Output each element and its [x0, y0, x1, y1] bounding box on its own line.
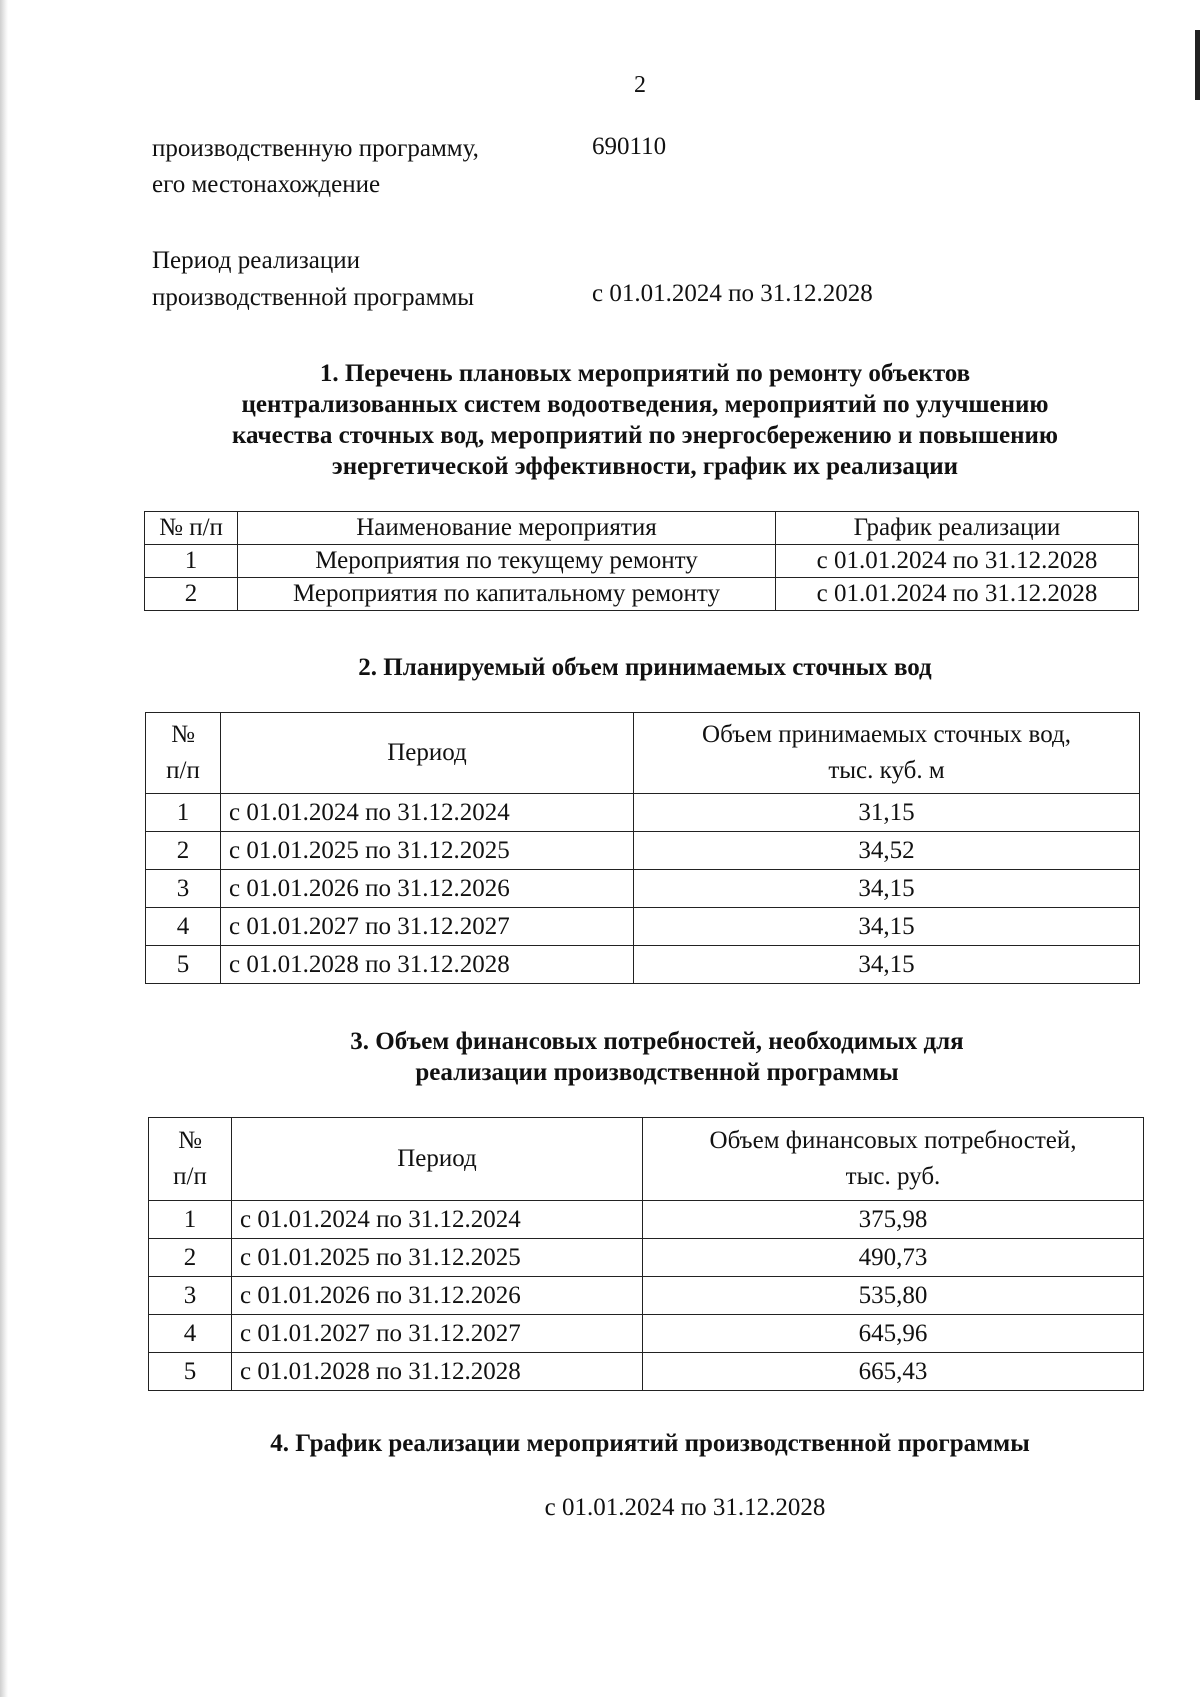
table-row — [149, 1353, 1144, 1391]
wastewater-volume-table — [145, 712, 1140, 984]
row-period: с 01.01.2024 по 31.12.2024 — [221, 794, 634, 832]
header-num — [146, 713, 221, 794]
section3-title — [162, 1026, 1152, 1088]
row-num: 5 — [149, 1353, 232, 1391]
table-row — [149, 1201, 1144, 1239]
row-period: с 01.01.2026 по 31.12.2026 — [221, 870, 634, 908]
table-row — [146, 946, 1140, 984]
header-period: Период — [232, 1118, 643, 1201]
header-num — [149, 1118, 232, 1201]
table-row — [149, 1239, 1144, 1277]
section2-title: 2. Планируемый объем принимаемых сточных вод — [358, 654, 932, 681]
period-value: с 01.01.2024 по 31.12.2028 — [592, 280, 873, 307]
row-volume: 34,52 — [634, 832, 1140, 870]
row-num: 2 — [149, 1239, 232, 1277]
row-volume: 34,15 — [634, 870, 1140, 908]
header-num-line2: п/п — [166, 757, 200, 784]
row-volume: 31,15 — [634, 794, 1140, 832]
info-label-line2: его местонахождение — [152, 171, 381, 198]
table-row — [146, 870, 1140, 908]
row-period: с 01.01.2025 по 31.12.2025 — [221, 832, 634, 870]
row-volume: 34,15 — [634, 946, 1140, 984]
section3-title-line: 3. Объем финансовых потребностей, необходимых для — [350, 1028, 964, 1055]
row-num: 4 — [146, 908, 221, 946]
row-num: 1 — [149, 1201, 232, 1239]
page-number: 2 — [634, 72, 646, 98]
row-period: с 01.01.2025 по 31.12.2025 — [232, 1239, 643, 1277]
info-label-line1: производственную программу, — [152, 135, 479, 162]
row-num: 2 — [145, 578, 238, 611]
row-num: 5 — [146, 946, 221, 984]
table-header-row — [149, 1118, 1144, 1201]
table-row — [146, 832, 1140, 870]
section1-title-line: централизованных систем водоотведения, мероприятий по улучшению — [241, 391, 1049, 418]
scan-edge-shadow — [0, 0, 8, 1697]
header-volume-line1: Объем принимаемых сточных вод, — [702, 721, 1071, 748]
table-row — [146, 908, 1140, 946]
section1-title-line: энергетической эффективности, график их реализации — [331, 453, 959, 480]
row-financial: 375,98 — [643, 1201, 1144, 1239]
period-label-line1: Период реализации — [152, 247, 360, 274]
info-value: 690110 — [592, 133, 667, 160]
row-financial: 490,73 — [643, 1239, 1144, 1277]
row-volume: 34,15 — [634, 908, 1140, 946]
row-num: 1 — [146, 794, 221, 832]
section4-title: 4. График реализации мероприятий производственной программы — [270, 1430, 1030, 1457]
row-period: с 01.01.2028 по 31.12.2028 — [232, 1353, 643, 1391]
header-volume — [634, 713, 1140, 794]
row-period: с 01.01.2024 по 31.12.2024 — [232, 1201, 643, 1239]
row-num: 3 — [146, 870, 221, 908]
row-num: 4 — [149, 1315, 232, 1353]
row-num: 1 — [145, 545, 238, 578]
table-row — [145, 578, 1139, 611]
header-period: Период — [221, 713, 634, 794]
header-event-name: Наименование мероприятия — [238, 512, 776, 545]
row-num: 3 — [149, 1277, 232, 1315]
row-period: с 01.01.2027 по 31.12.2027 — [232, 1315, 643, 1353]
financial-needs-table — [148, 1117, 1144, 1391]
section4-period: с 01.01.2024 по 31.12.2028 — [544, 1494, 826, 1521]
section1-title — [150, 358, 1140, 482]
section1-title-line: 1. Перечень плановых мероприятий по ремонту объектов — [319, 360, 971, 387]
table-row — [146, 794, 1140, 832]
header-financial — [643, 1118, 1144, 1201]
header-volume-line2: тыс. куб. м — [828, 757, 945, 784]
row-schedule: с 01.01.2024 по 31.12.2028 — [776, 545, 1139, 578]
row-period: с 01.01.2027 по 31.12.2027 — [221, 908, 634, 946]
row-financial: 535,80 — [643, 1277, 1144, 1315]
header-financial-line1: Объем финансовых потребностей, — [709, 1127, 1077, 1154]
period-label-line2: производственной программы — [152, 284, 475, 311]
row-period: с 01.01.2026 по 31.12.2026 — [232, 1277, 643, 1315]
header-num-line1: № — [178, 1127, 202, 1154]
header-num-line2: п/п — [173, 1163, 207, 1190]
table-row — [149, 1315, 1144, 1353]
table-header-row — [146, 713, 1140, 794]
row-event-name: Мероприятия по капитальному ремонту — [238, 578, 776, 611]
row-num: 2 — [146, 832, 221, 870]
table-row — [149, 1277, 1144, 1315]
row-financial: 665,43 — [643, 1353, 1144, 1391]
table-row — [145, 545, 1139, 578]
row-event-name: Мероприятия по текущему ремонту — [238, 545, 776, 578]
section1-title-line: качества сточных вод, мероприятий по энергосбережению и повышению — [231, 422, 1059, 449]
row-schedule: с 01.01.2024 по 31.12.2028 — [776, 578, 1139, 611]
header-num-line1: № — [171, 721, 195, 748]
row-financial: 645,96 — [643, 1315, 1144, 1353]
section3-title-line: реализации производственной программы — [415, 1059, 899, 1086]
row-period: с 01.01.2028 по 31.12.2028 — [221, 946, 634, 984]
header-financial-line2: тыс. руб. — [845, 1163, 941, 1190]
events-table — [144, 511, 1139, 611]
header-schedule: График реализации — [776, 512, 1139, 545]
header-num: № п/п — [145, 512, 238, 545]
table-header-row — [145, 512, 1139, 545]
